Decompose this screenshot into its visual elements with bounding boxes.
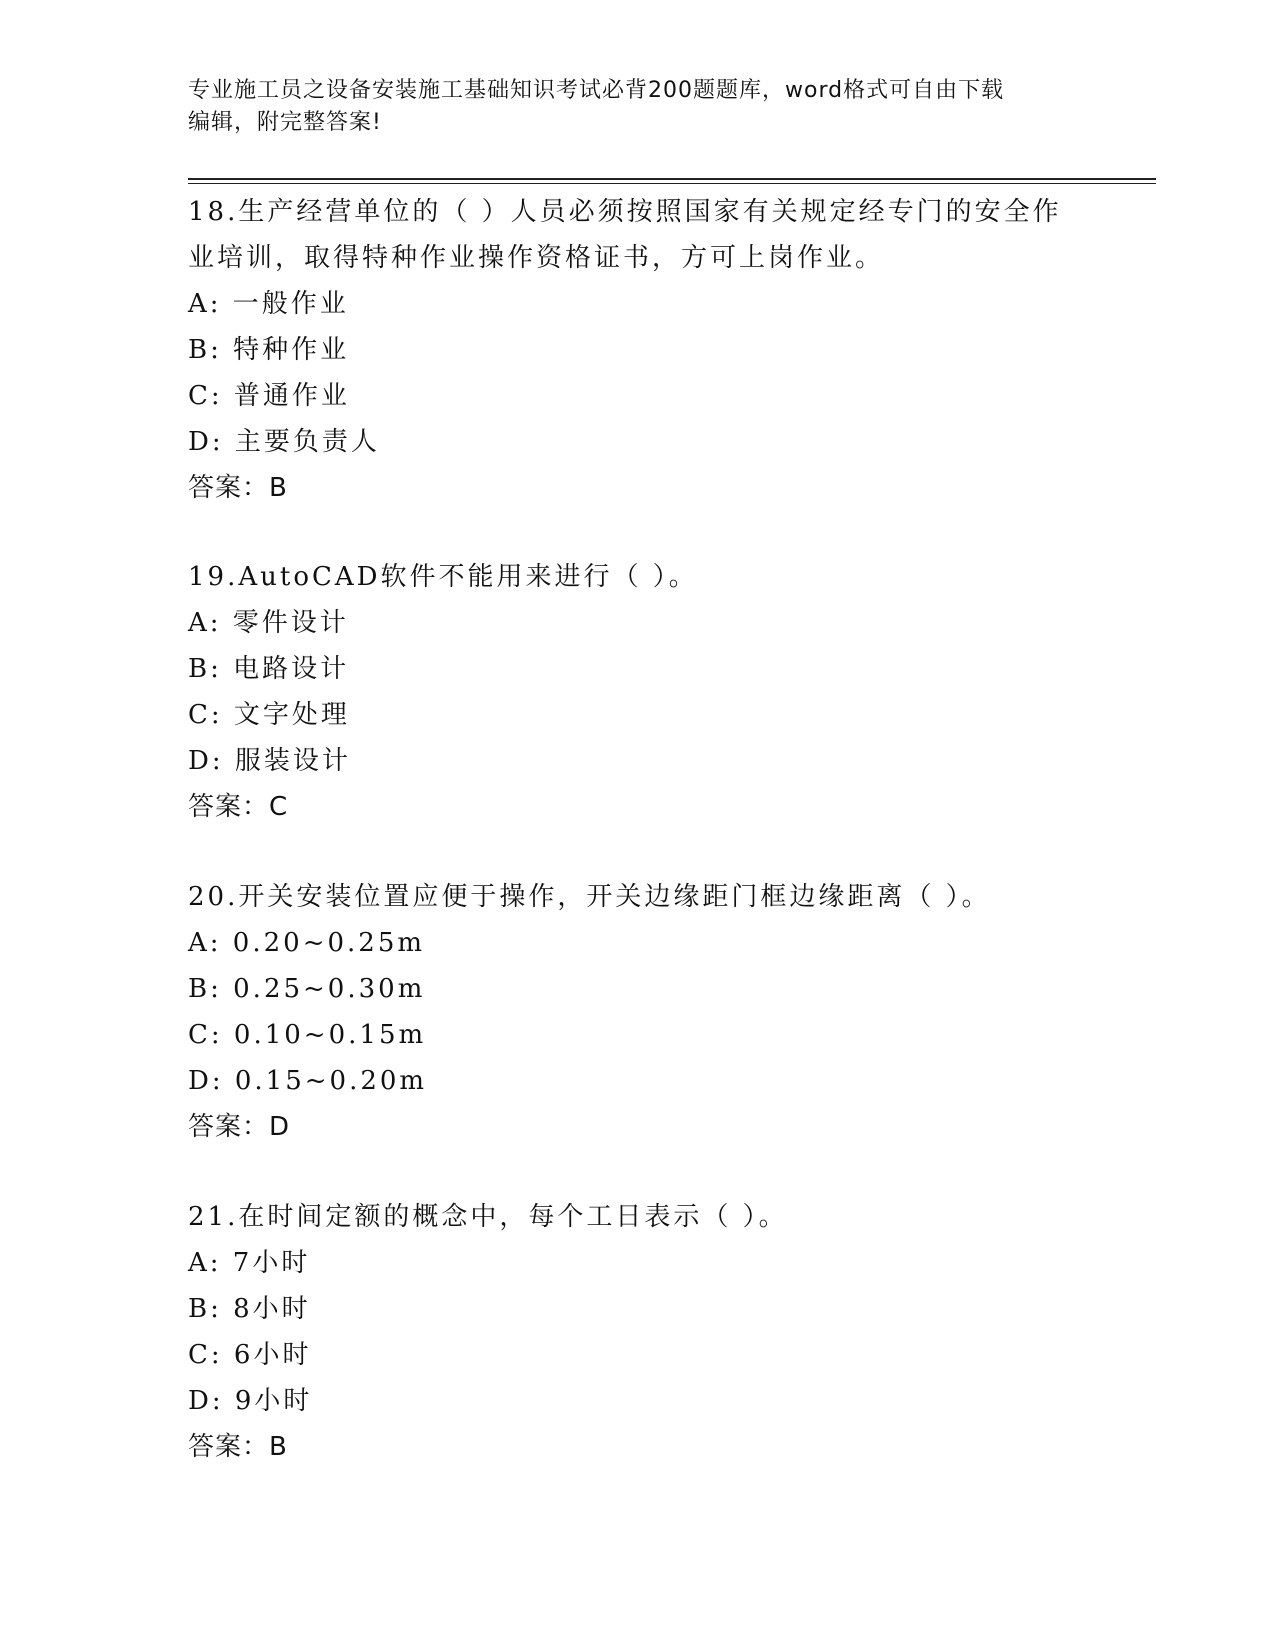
option-d: D: 9小时	[188, 1386, 313, 1416]
question-stem-line-1: 19.AutoCAD软件不能用来进行（ ）。	[188, 562, 698, 592]
question-21	[188, 1194, 1068, 1470]
document-header	[188, 75, 1068, 139]
option-d: D: 服装设计	[188, 746, 351, 776]
option-a: A: 0.20~0.25m	[188, 928, 426, 958]
header-divider-thin	[188, 183, 1156, 184]
option-c: C: 6小时	[188, 1340, 312, 1370]
header-divider-thick	[188, 178, 1156, 180]
option-c: C: 普通作业	[188, 381, 350, 411]
option-a: A: 零件设计	[188, 608, 349, 638]
option-b: B: 特种作业	[188, 335, 350, 365]
option-c: C: 0.10~0.15m	[188, 1020, 427, 1050]
question-stem-line-1: 18.生产经营单位的（ ）人员必须按照国家有关规定经专门的安全作	[188, 197, 1062, 227]
option-a: A: 7小时	[188, 1248, 311, 1278]
option-a: A: 一般作业	[188, 289, 349, 319]
option-b: B: 电路设计	[188, 654, 350, 684]
header-line-1: 专业施工员之设备安装施工基础知识考试必背200题题库，word格式可自由下载	[188, 78, 1005, 103]
option-b: B: 0.25~0.30m	[188, 974, 426, 1004]
option-d: D: 主要负责人	[188, 427, 380, 457]
question-stem-line-2: 业培训，取得特种作业操作资格证书，方可上岗作业。	[188, 243, 885, 273]
answer-line: 答案：B	[188, 1432, 288, 1462]
question-20	[188, 874, 1068, 1150]
question-19	[188, 554, 1068, 830]
option-c: C: 文字处理	[188, 700, 350, 730]
option-d: D: 0.15~0.20m	[188, 1066, 428, 1096]
question-18	[188, 189, 1068, 511]
question-stem-line-1: 20.开关安装位置应便于操作，开关边缘距门框边缘距离（ ）。	[188, 882, 991, 912]
answer-line: 答案：D	[188, 1112, 291, 1142]
question-stem-line-1: 21.在时间定额的概念中，每个工日表示（ ）。	[188, 1202, 788, 1232]
header-line-2: 编辑，附完整答案!	[188, 110, 382, 135]
answer-line: 答案：C	[188, 792, 289, 822]
answer-line: 答案：B	[188, 473, 288, 503]
option-b: B: 8小时	[188, 1294, 311, 1324]
